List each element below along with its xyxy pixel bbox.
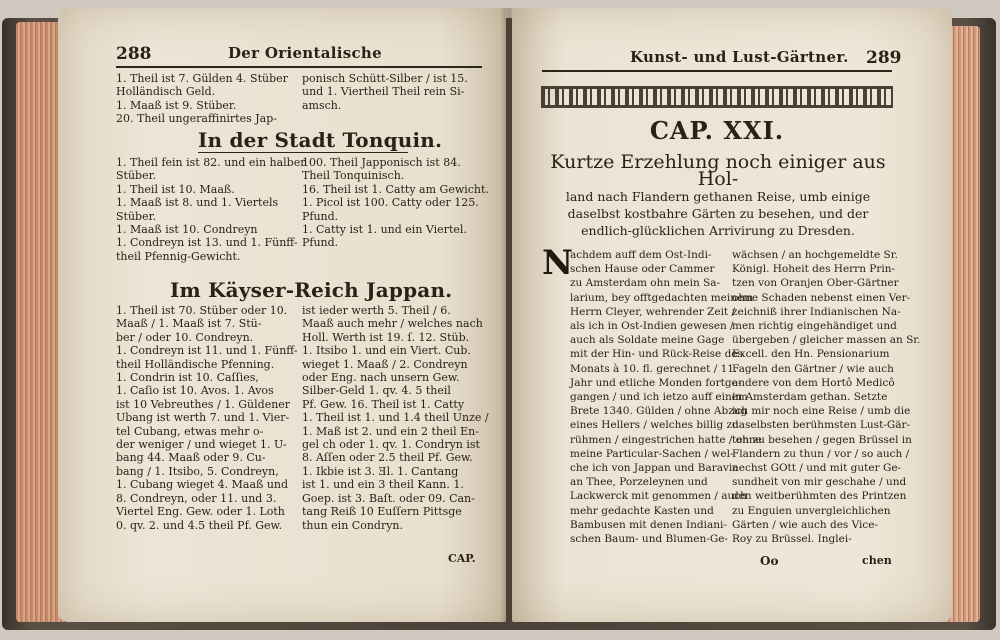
left-col1-mid: [116, 156, 306, 263]
text-line: auch als Soldate meine Gage: [570, 334, 725, 347]
text-line: zeichniß ihrer Indianischen Na-: [732, 305, 901, 318]
text-line: 1. Maß ist 2. und ein 2 theil En-: [302, 424, 479, 438]
text-line: als ich in Ost-Indien gewesen /: [570, 320, 734, 333]
text-line: 1. Condreyn ist 11. und 1. Fünff-: [116, 344, 298, 358]
text-line: 1. Theil ist 7. Gülden 4. Stüber: [116, 72, 288, 85]
text-line: zu Amsterdam ohn mein Sa-: [570, 277, 721, 290]
chapter-heading: CAP. XXI.: [649, 116, 785, 145]
text-line: achdem auff dem Ost-Indi-: [570, 249, 712, 261]
text-line: 1. Maaß ist 10. Condreyn: [116, 223, 258, 237]
text-line: Flandern zu thun / vor / so auch /: [732, 447, 910, 460]
chapter-title-line: land nach Flandern gethanen Reise, umb einige: [565, 189, 871, 204]
left-catchword: CAP.: [448, 552, 476, 565]
left-header-rule: [116, 66, 482, 68]
text-line: tzen von Oranjen Ober-Gärtner: [732, 277, 899, 290]
text-line: 1. Theil fein ist 82. und ein halber: [116, 156, 306, 169]
left-page-number: 288: [116, 44, 152, 64]
text-line: schen Baum- und Blumen-Ge-: [570, 533, 728, 546]
drop-cap: N: [542, 243, 574, 283]
text-line: Goep. ist 3. Baſt. oder 09. Can-: [302, 491, 475, 505]
text-line: che ich von Jappan und Baravia: [570, 462, 739, 475]
text-line: wächsen / an hochgemeldte Sr.: [732, 249, 898, 261]
text-line: theil Pfennig-Gewicht.: [116, 249, 241, 263]
text-line: übergeben / gleicher massen an Sr.: [732, 334, 921, 347]
text-line: Königl. Hoheit des Herrn Prin-: [732, 263, 896, 276]
left-col2-bottom: [302, 304, 489, 532]
text-line: eines Hellers / welches billig zu: [570, 419, 739, 432]
text-line: ohne Schaden nebenst einen Ver-: [732, 291, 911, 304]
text-line: nechst GOtt / und mit guter Ge-: [732, 462, 902, 475]
text-line: sundheit von mir geschahe / und: [732, 476, 907, 489]
text-line: Stüber.: [116, 209, 157, 223]
text-line: Excell. den Hn. Pensionarium: [732, 348, 890, 361]
text-line: tang Reiß 10 Euſſern Pittsge: [302, 505, 462, 519]
text-line: ten zu besehen / gegen Brüssel in: [732, 433, 912, 446]
text-line: Ubang ist werth 7. und 1. Vier-: [116, 411, 290, 425]
text-line: 1. Itsibo 1. und ein Viert. Cub.: [302, 344, 471, 358]
text-line: Viertel Eng. Gew. oder 1. Loth: [116, 505, 285, 519]
text-line: men richtig eingehändiget und: [732, 320, 897, 333]
left-col1-bottom: [116, 304, 296, 532]
text-line: Theil Tonquinisch.: [302, 169, 405, 183]
right-catchword: chen: [862, 554, 892, 567]
text-line: Gärten / wie auch des Vice-: [732, 518, 879, 531]
text-line: 1. Caſio ist 10. Avos. 1. Avos: [116, 384, 274, 398]
text-line: 100. Theil Japponisch ist 84.: [302, 156, 461, 169]
text-line: 0. qv. 2. und 4.5 theil Pf. Gew.: [116, 518, 283, 532]
text-line: Silber-Geld 1. qv. 4. 5 theil: [302, 384, 451, 398]
decorative-ornament-band: [541, 86, 893, 108]
left-col1-top: [116, 72, 296, 126]
text-line: Holländisch Geld.: [116, 85, 216, 99]
right-page-number: 289: [866, 48, 902, 68]
text-line: den weitberühmten des Printzen: [732, 490, 907, 503]
text-line: tel Cubang, etwas mehr o-: [116, 424, 264, 438]
text-line: Pfund.: [302, 209, 339, 223]
text-line: 8. Aſſen oder 2.5 theil Pf. Gew.: [302, 451, 473, 465]
text-line: bang 44. Maaß oder 9. Cu-: [116, 451, 266, 465]
text-line: gel ch oder 1. qv. 1. Condryn ist: [302, 438, 480, 452]
text-line: Holl. Werth ist 19. ſ. 12. Stüb.: [302, 330, 470, 344]
text-line: an Thee, Porzeleynen und: [570, 476, 708, 489]
text-line: andere von dem Hortô Medicô: [732, 376, 895, 389]
text-line: daselbsten berühmsten Lust-Gär-: [732, 419, 911, 432]
text-line: schen Hause oder Cammer: [570, 263, 715, 276]
text-line: gangen / und ich ietzo auff einem: [570, 391, 748, 404]
text-line: Monats à 10. fl. gerechnet / 11.: [570, 362, 738, 375]
text-line: 1. Catty ist 1. und ein Viertel.: [302, 223, 467, 237]
text-line: Stüber.: [116, 169, 157, 183]
text-line: theil Holländische Pfenning.: [116, 357, 275, 371]
text-line: ist 1. und ein 3 theil Kann. 1.: [302, 478, 464, 492]
right-col1: [570, 248, 762, 546]
text-line: 1. Condrin ist 10. Caſſies,: [116, 371, 259, 385]
text-line: 8. Condreyn, oder 11. und 3.: [116, 491, 277, 505]
text-line: ponisch Schütt-Silber / ist 15.: [302, 72, 468, 85]
text-line: 1. Theil ist 10. Maaß.: [116, 182, 235, 196]
text-line: Herrn Cleyer, wehrender Zeit /: [570, 305, 736, 318]
text-line: 1. Condreyn ist 13. und 1. Fünff-: [116, 236, 298, 250]
text-line: Pfund.: [302, 236, 339, 250]
text-line: 1. Maaß ist 8. und 1. Viertels: [116, 196, 279, 210]
signature-mark: Oo: [760, 554, 779, 568]
left-col2-mid: [302, 156, 489, 250]
text-line: bang / 1. Itsibo, 5. Condreyn,: [116, 464, 279, 478]
section-heading-tonquin: In der Stadt Tonquin.: [198, 128, 443, 152]
text-line: Bambusen mit denen Indiani-: [570, 518, 727, 531]
text-line: ber / oder 10. Condreyn.: [116, 330, 254, 344]
text-line: oder Eng. nach unsern Gew.: [302, 371, 460, 385]
text-line: 1. Ikbie ist 3. Ǝl. 1. Cantang: [302, 464, 459, 478]
chapter-title-line: Kurtze Erzehlung noch einiger aus Hol-: [550, 151, 886, 190]
text-line: Jahr und etliche Monden fortge-: [570, 376, 742, 389]
text-line: mehr gedachte Kasten und: [570, 504, 714, 517]
text-line: in Amsterdam gethan. Setzte: [732, 391, 888, 404]
text-line: larium, bey offtgedachten meinem: [570, 291, 754, 304]
right-header-rule: [542, 70, 892, 72]
text-line: ich mir noch eine Reise / umb die: [732, 405, 911, 418]
text-line: ist 10 Vebreuthes / 1. Güldener: [116, 397, 291, 411]
text-line: wieget 1. Maaß / 2. Condreyn: [302, 357, 468, 371]
text-line: Maaß / 1. Maaß ist 7. Stü-: [116, 317, 262, 331]
text-line: 1. Theil ist 70. Stüber oder 10.: [116, 304, 288, 317]
chapter-title: [542, 151, 894, 239]
left-col2-top: [302, 72, 484, 112]
text-line: meine Particular-Sachen / wel-: [570, 447, 734, 460]
chapter-title-line: endlich-glücklichen Arrivirung zu Dresden.: [581, 223, 855, 238]
section-underline: [198, 152, 408, 153]
text-line: thun ein Condryn.: [302, 518, 403, 532]
text-line: mit der Hin- und Rück-Reise des: [570, 348, 743, 361]
text-line: 20. Theil ungeraffinirtes Jap-: [116, 112, 277, 126]
right-running-head: Kunst- und Lust-Gärtner.: [630, 48, 849, 66]
text-line: ist ieder werth 5. Theil / 6.: [302, 304, 451, 317]
text-line: 1. Theil ist 1. und 1.4 theil Unze /: [302, 411, 489, 425]
text-line: und 1. Viertheil Theil rein Si-: [302, 85, 465, 99]
text-line: Roy zu Brüssel. Inglei-: [732, 533, 852, 546]
left-running-head: Der Orientalische: [228, 44, 382, 62]
text-line: zu Enguien unvergleichlichen: [732, 504, 891, 517]
text-line: 1. Maaß ist 9. Stüber.: [116, 98, 237, 112]
text-line: 16. Theil ist 1. Catty am Gewicht.: [302, 182, 489, 196]
text-line: der weniger / und wieget 1. U-: [116, 438, 287, 452]
left-page-edges: [16, 22, 64, 622]
text-line: 1. Picol ist 100. Catty oder 125.: [302, 196, 479, 210]
text-line: Pf. Gew. 16. Theil ist 1. Catty: [302, 397, 465, 411]
text-line: amsch.: [302, 98, 342, 112]
text-line: Maaß auch mehr / welches nach: [302, 317, 483, 331]
text-line: Brete 1340. Gülden / ohne Abzug: [570, 405, 748, 418]
chapter-title-line: daselbst kostbahre Gärten zu besehen, und der: [567, 206, 869, 221]
text-line: Lackwerck mit genommen / auch: [570, 490, 747, 503]
section-heading-jappan: Im Käyser-Reich Jappan.: [170, 278, 453, 302]
text-line: Fageln den Gärtner / wie auch: [732, 362, 894, 375]
text-line: rühmen / eingestrichen hatte / ohne: [570, 433, 762, 446]
right-col2: [732, 248, 921, 546]
text-line: 1. Cubang wieget 4. Maaß und: [116, 478, 289, 492]
